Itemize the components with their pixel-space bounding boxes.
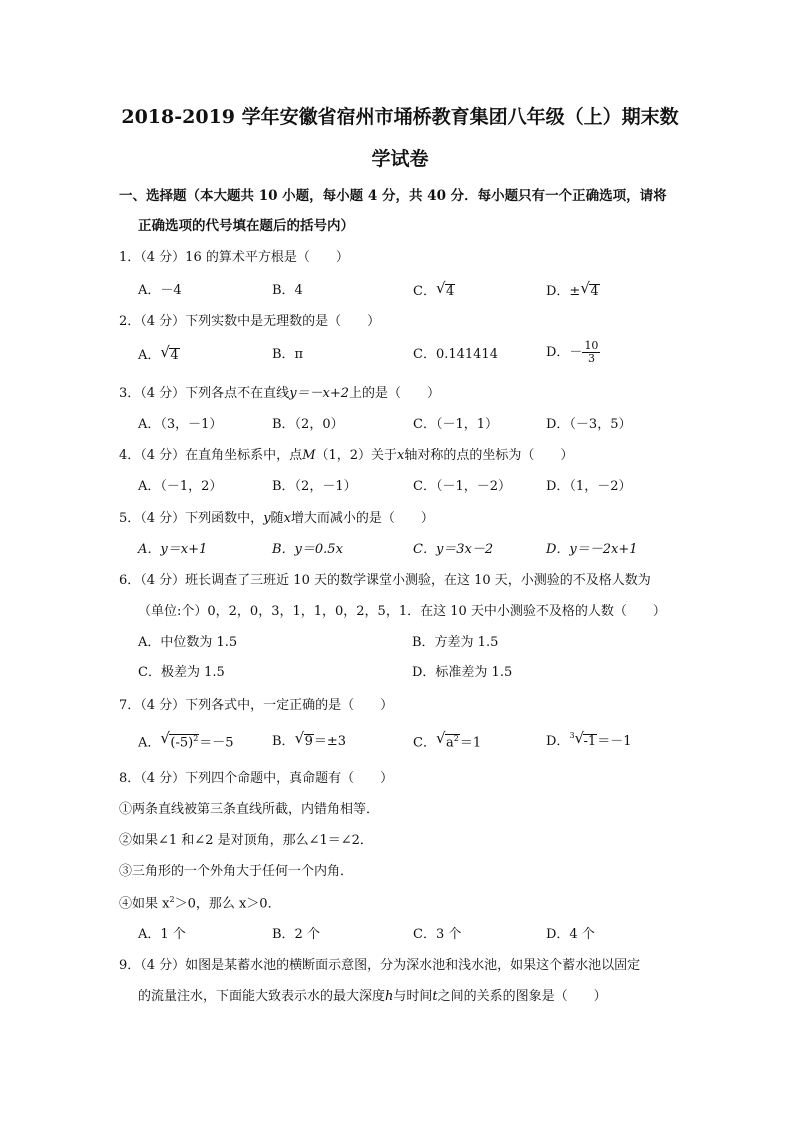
section-heading: 一、选择题（本大题共 10 小题，每小题 4 分，共 40 分．每小题只有一个正确选项，请将 [119,188,667,204]
question-9: 9．（4 分）如图是某蓄水池的横断面示意图，分为深水池和浅水池，如果这个蓄水池以固定 [119,958,641,973]
q7-option-c: C． √ $a^2=1$ [413,729,482,751]
page-title-line2: 学试卷 [371,148,429,170]
q5-option-b: B．y＝0.5x [272,542,343,557]
question-5: 5．（4 分）下列函数中，y随x增大而减小的是（ ） [119,511,434,526]
question-8: 8．（4 分）下列四个命题中，真命题有（ ） [119,771,394,786]
q5-option-c: C．y＝3x－2 [413,542,494,557]
q8-option-c: C．3 个 [413,927,462,942]
q6-option-d: D．标准差为 1.5 [412,665,513,680]
q1-option-d: D．± √ 4 [546,279,599,299]
q1-option-a: A．－4 [138,283,182,298]
q3-option-c: C．（－1，1） [413,417,498,432]
q1-option-c: C． √ 4 [413,279,455,299]
q4-option-c: C．（－1，－2） [413,479,511,494]
q8-statement-3: ③三角形的一个外角大于任何一个内角． [119,864,354,879]
q2-option-d: D．－ $\frac{10}{3}$ [546,339,599,366]
question-1: 1．（4 分）16 的算术平方根是（ ） [119,250,349,265]
q3-option-b: B．（2，0） [272,417,344,432]
q2-option-a: A． √ 4 [138,343,179,363]
page-title-line1: 2018-2019 学年安徽省宿州市埇桥教育集团八年级（上）期末数 [121,106,679,128]
q1-option-b: B．4 [272,283,303,298]
q6-option-a: A．中位数为 1.5 [138,635,238,650]
q3-option-d: D．（－3，5） [546,417,632,432]
q5-option-d: D．y＝－2x+1 [546,542,638,557]
q4-option-a: A．（－1，2） [138,479,223,494]
q5-option-a: A．y＝x+1 [138,542,208,557]
q3-option-a: A．（3，－1） [138,417,223,432]
q7-option-b: B． √ 9＝±3 [272,729,347,749]
question-6: 6．（4 分）班长调查了三班近 10 天的数学课堂小测验，在这 10 天，小测验的不及格人数为 [119,573,651,588]
question-6-cont: （单位:个）0，2，0，3，1，1，0，2，5，1．在这 10 天中小测验不及格的人数（ ） [138,604,666,619]
q4-option-b: B．（2，－1） [272,479,357,494]
q8-statement-2: ②如果∠1 和∠2 是对顶角，那么∠1＝∠2． [119,833,373,848]
q7-option-d: D．$^3$ √ -1＝－1 [546,729,632,749]
question-3: 3．（4 分）下列各点不在直线y＝－x+2上的是（ ） [119,386,441,401]
q8-option-d: D．4 个 [546,927,595,942]
question-7: 7．（4 分）下列各式中，一定正确的是（ ） [119,698,394,713]
question-9-cont: 的流量注水，下面能大致表示水的最大深度h与时间t之间的关系的图象是（ ） [138,989,607,1004]
q4-option-d: D．（1，－2） [546,479,632,494]
q8-option-b: B．2 个 [272,927,320,942]
q8-statement-1: ①两条直线被第三条直线所截，内错角相等． [119,802,380,817]
q2-option-b: B．π [272,347,304,362]
q8-option-a: A．1 个 [138,927,186,942]
q8-statement-4: ④如果 $x^2>0$，那么 x＞0． [119,895,281,912]
section-heading-cont: 正确选项的代号填在题后的括号内） [138,218,354,234]
q7-option-a: A． √ $(-5)^2=-5$ [138,729,234,751]
question-2: 2．（4 分）下列实数中是无理数的是（ ） [119,314,381,329]
q6-option-b: B．方差为 1.5 [412,635,499,650]
question-4: 4．（4 分）在直角坐标系中，点M（1，2）关于x轴对称的点的坐标为（ ） [119,448,574,463]
q2-option-c: C．0.141414 [413,347,498,362]
q6-option-c: C．极差为 1.5 [138,665,225,680]
